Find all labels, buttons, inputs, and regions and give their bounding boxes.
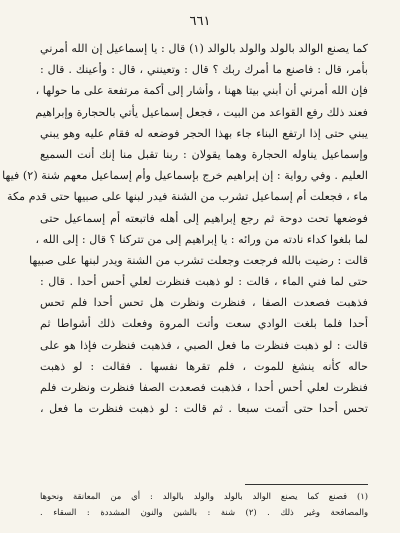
text-line: العليم . وفي رواية : إن إبراهيم خرج بإسماعيل وأم إسماعيل معهم شنة (٢) فيها <box>2 169 368 183</box>
body-text <box>2 38 368 419</box>
page-number: ٦٦١ <box>189 14 211 29</box>
footnote-divider <box>245 484 368 485</box>
text-line: بأمر، قال : فاصنع ما أمرك ربك ؟ قال : وتعينني ، قال : وأعينك . قال : <box>40 63 368 77</box>
text-line: يبني حتى إذا ارتفع البناء جاء بهذا الحجر فوضعه له فقام عليه وهو يبني <box>40 126 368 140</box>
text-line: فإن الله أمرني أن أبني بيتا ههنا ، وأشار إلى أكمة مرتفعة على ما حولها ، <box>35 84 368 98</box>
footnotes <box>40 488 368 520</box>
text-line: حتى لما فني الماء ، قالت : لو ذهبت فنظرت لعلي أحس أحدا . قال : <box>40 275 368 289</box>
text-line: حاله كأنه ينشغ للموت ، فلم تقرها نفسها . فقالت : لو ذهبت <box>40 359 368 373</box>
text-line: تحس أحدا حتى أتمت سبعا . ثم قالت : لو ذهبت فنظرت ما فعل ، <box>40 402 368 416</box>
text-line: قالت : لو ذهبت فنظرت ما فعل الصبي ، فذهبت فنظرت فإذا هو على <box>40 338 368 352</box>
text-line: أحدا فلما بلغت الوادي سعت وأتت المروة وفعلت ذلك أشواطا ثم <box>40 317 368 331</box>
text-line: فعند ذلك رفع القواعد من البيت ، فجعل إسماعيل يأتي بالحجارة وإبراهيم <box>35 105 368 119</box>
text-line: ماء ، فجعلت أم إسماعيل تشرب من الشنة فيدر لبنها على صبيها حتى قدم مكة <box>7 190 368 204</box>
text-line: قالت : رضيت بالله فرجعت وجعلت تشرب من الشنة ويدر لبنها على صبيها <box>29 253 368 267</box>
footnote-line: (١) فصنع كما يصنع الوالد بالولد والولد بالوالد : أي من المعانقة ونحوها <box>40 491 368 501</box>
text-line: وإسماعيل يناوله الحجارة وهما يقولان : ربنا تقبل منا إنك أنت السميع <box>40 147 368 161</box>
text-line: فنظرت لعلي أحس أحدا ، فذهبت فصعدت الصفا فنظرت ونظرت فلم <box>40 381 368 394</box>
text-line: لما بلغوا كداء نادته من ورائه : يا إبراهيم إلى من تتركنا ؟ قال : إلى الله ، <box>35 232 368 246</box>
text-line: كما يصنع الوالد بالولد والولد بالوالد (١) قال : يا إسماعيل إن الله أمرني <box>40 42 368 55</box>
footnote-line: والمصافحة وغير ذلك . (٢) شنة : بالشين والنون المشددة : السقاء . <box>40 507 368 517</box>
text-line: فوضعها تحت دوحة ثم رجع إبراهيم إلى أهله فاتبعته أم إسماعيل حتى <box>40 211 368 225</box>
text-line: فذهبت فصعدت الصفا ، فنظرت ونظرت هل تحس أحدا فلم تحس <box>40 296 368 310</box>
